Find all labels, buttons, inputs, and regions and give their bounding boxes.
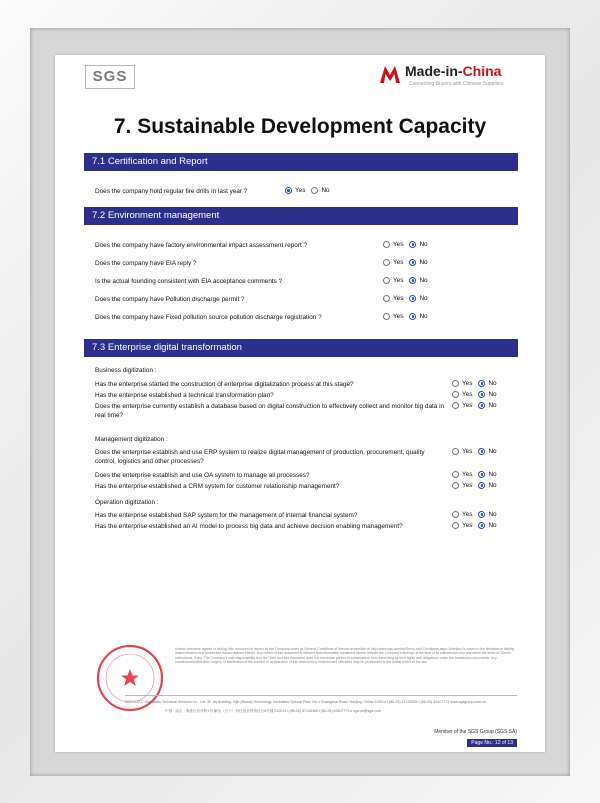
report-page [55, 55, 545, 752]
option-no[interactable]: No [409, 295, 427, 302]
answer-eia-report [383, 241, 434, 248]
answer-fixed-pollution-registration [383, 313, 434, 320]
footer-divider [125, 695, 517, 696]
group-label-business: Business digitization : [95, 367, 157, 374]
answer-database [452, 402, 503, 409]
radio-empty-icon [452, 402, 459, 409]
option-yes[interactable]: Yes [452, 482, 472, 489]
question-ai-model: Has the enterprise established an AI model to process big data and achieve decision enabling management? [95, 523, 403, 530]
radio-empty-icon [383, 313, 390, 320]
radio-empty-icon [452, 471, 459, 478]
radio-empty-icon [452, 380, 459, 387]
question-discharge-permit: Does the company have Pollution discharge permit ? [95, 296, 245, 303]
option-no[interactable]: No [409, 259, 427, 266]
option-yes[interactable]: Yes [452, 522, 472, 529]
option-no[interactable]: No [478, 391, 496, 398]
radio-selected-icon [409, 295, 416, 302]
radio-empty-icon [452, 522, 459, 529]
option-yes[interactable]: Yes [452, 471, 472, 478]
group-label-operation: Operation digitization : [95, 499, 159, 506]
option-yes[interactable]: Yes [383, 241, 403, 248]
answer-oa-system [452, 471, 503, 478]
answer-eia-reply [383, 259, 434, 266]
question-eia-reply: Does the company have EIA reply ? [95, 260, 197, 267]
radio-empty-icon [383, 277, 390, 284]
option-no[interactable]: No [478, 482, 496, 489]
question-fixed-pollution-registration: Does the company have Fixed pollution source pollution discharge registration ? [95, 314, 322, 321]
option-no[interactable]: No [311, 187, 329, 194]
question-database: Does the enterprise currently establish a database based on digital construction to effectively collect and monitor big data in real time? [95, 403, 445, 419]
section-header-certification: 7.1 Certification and Report [84, 153, 518, 171]
section-header-digital-transformation: 7.3 Enterprise digital transformation [84, 339, 518, 357]
radio-empty-icon [452, 391, 459, 398]
option-no[interactable]: No [478, 402, 496, 409]
answer-crm-system [452, 482, 503, 489]
option-yes[interactable]: Yes [452, 511, 472, 518]
option-yes[interactable]: Yes [383, 295, 403, 302]
radio-selected-icon [409, 277, 416, 284]
option-no[interactable]: No [478, 380, 496, 387]
answer-eia-consistency [383, 277, 434, 284]
radio-selected-icon [478, 380, 485, 387]
sgs-logo: SGS [85, 65, 135, 89]
radio-empty-icon [452, 511, 459, 518]
question-oa-system: Does the enterprise establish and use OA system to manage all processes? [95, 472, 310, 479]
sgs-member-note: Member of the SGS Group (SGS SA) [434, 729, 517, 735]
option-no[interactable]: No [478, 471, 496, 478]
answer-erp-system [452, 448, 503, 455]
option-no[interactable]: No [478, 448, 496, 455]
question-eia-consistency: Is the actual founding consistent with EIA acceptance comments ? [95, 278, 283, 285]
question-digitalization-process: Has the enterprise started the construction of enterprise digitalization process at this stage? [95, 381, 354, 388]
option-yes[interactable]: Yes [285, 187, 305, 194]
radio-selected-icon [478, 471, 485, 478]
radio-selected-icon [409, 259, 416, 266]
radio-empty-icon [383, 241, 390, 248]
question-crm-system: Has the enterprise established a CRM system for customer relationship management? [95, 483, 340, 490]
made-in-china-tagline: Connecting Buyers with Chinese Suppliers [409, 81, 504, 87]
option-no[interactable]: No [409, 313, 427, 320]
answer-fire-drills [285, 187, 336, 194]
question-erp-system: Does the enterprise establish and use ERP system to realize digital management of production, procurement, quality control, logistics and other processes? [95, 449, 425, 465]
radio-selected-icon [478, 391, 485, 398]
radio-selected-icon [478, 522, 485, 529]
radio-empty-icon [452, 448, 459, 455]
made-in-china-logo [379, 63, 539, 93]
option-no[interactable]: No [478, 522, 496, 529]
option-yes[interactable]: Yes [452, 402, 472, 409]
question-sap-system: Has the enterprise established SAP system for the management of internal financial system? [95, 512, 358, 519]
option-yes[interactable]: Yes [452, 391, 472, 398]
option-no[interactable]: No [409, 241, 427, 248]
footer-disclaimer: Unless otherwise agreed in writing, this document is issued by the Company under its General Conditions of Service accessible at http://www.sgs.com/en/Terms-and-Conditions.aspx. Attention is drawn to the limitation of liability, indemnification and jurisdiction issues defined therein. Any holder of this document is advised that information contained hereon reflects the Company's findings at the time of its intervention only and within the limits of Client's instructions, if any. The Company's sole responsibility is to its Client and this document does not exonerate parties to a transaction from exercising all their rights and obligations under the transaction documents. Any unauthorized alteration, forgery or falsification of the content or appearance of this document is unlawful and offenders may be prosecuted to the fullest extent of the law. [175, 647, 515, 665]
made-in-china-brand: Made-in-China [405, 63, 502, 79]
made-in-china-mark-icon [379, 63, 401, 85]
answer-technical-transformation [452, 391, 503, 398]
radio-selected-icon [478, 511, 485, 518]
footer-address-cn: 中国 · 南京 · 秦淮区光华路1号 紫金（白下）科技创业特别社区8号楼 210014 t (86-25) 87128365 f (86-25) 83407773 e sgs.cn@sgs.com [165, 709, 381, 713]
page-number: Page No.: 12 of 13 [467, 739, 517, 747]
answer-digitalization-process [452, 380, 503, 387]
question-eia-report: Does the company have factory environmental impact assessment report ? [95, 242, 308, 249]
option-no[interactable]: No [409, 277, 427, 284]
option-yes[interactable]: Yes [383, 313, 403, 320]
question-fire-drills: Does the company hold regular fire drills in last year ? [95, 188, 248, 195]
answer-sap-system [452, 511, 503, 518]
radio-empty-icon [383, 259, 390, 266]
option-yes[interactable]: Yes [383, 277, 403, 284]
radio-selected-icon [478, 402, 485, 409]
radio-empty-icon [452, 482, 459, 489]
option-yes[interactable]: Yes [383, 259, 403, 266]
radio-selected-icon [409, 313, 416, 320]
radio-selected-icon [409, 241, 416, 248]
option-yes[interactable]: Yes [452, 380, 472, 387]
option-yes[interactable]: Yes [452, 448, 472, 455]
radio-empty-icon [383, 295, 390, 302]
answer-discharge-permit [383, 295, 434, 302]
radio-selected-icon [478, 482, 485, 489]
footer-address-en: SGS-CSTC Standards Technical Services Co., Ltd. 5F, 8# Building, Zijin (Baixia) Technology Incubation Special Park, No.1 Guanghua Road, Nanjing, China 210014 t (86-25) 87128365 f (86-25) 83407773 www.sgsgroup.com.cn [125, 700, 487, 704]
option-no[interactable]: No [478, 511, 496, 518]
page-title: 7. Sustainable Development Capacity [113, 115, 487, 138]
radio-empty-icon [311, 187, 318, 194]
answer-ai-model [452, 522, 503, 529]
group-label-management: Management digitization : [95, 436, 168, 443]
question-technical-transformation: Has the enterprise established a technical transformation plan? [95, 392, 274, 399]
radio-selected-icon [285, 187, 292, 194]
section-header-environment: 7.2 Environment management [84, 207, 518, 225]
radio-selected-icon [478, 448, 485, 455]
